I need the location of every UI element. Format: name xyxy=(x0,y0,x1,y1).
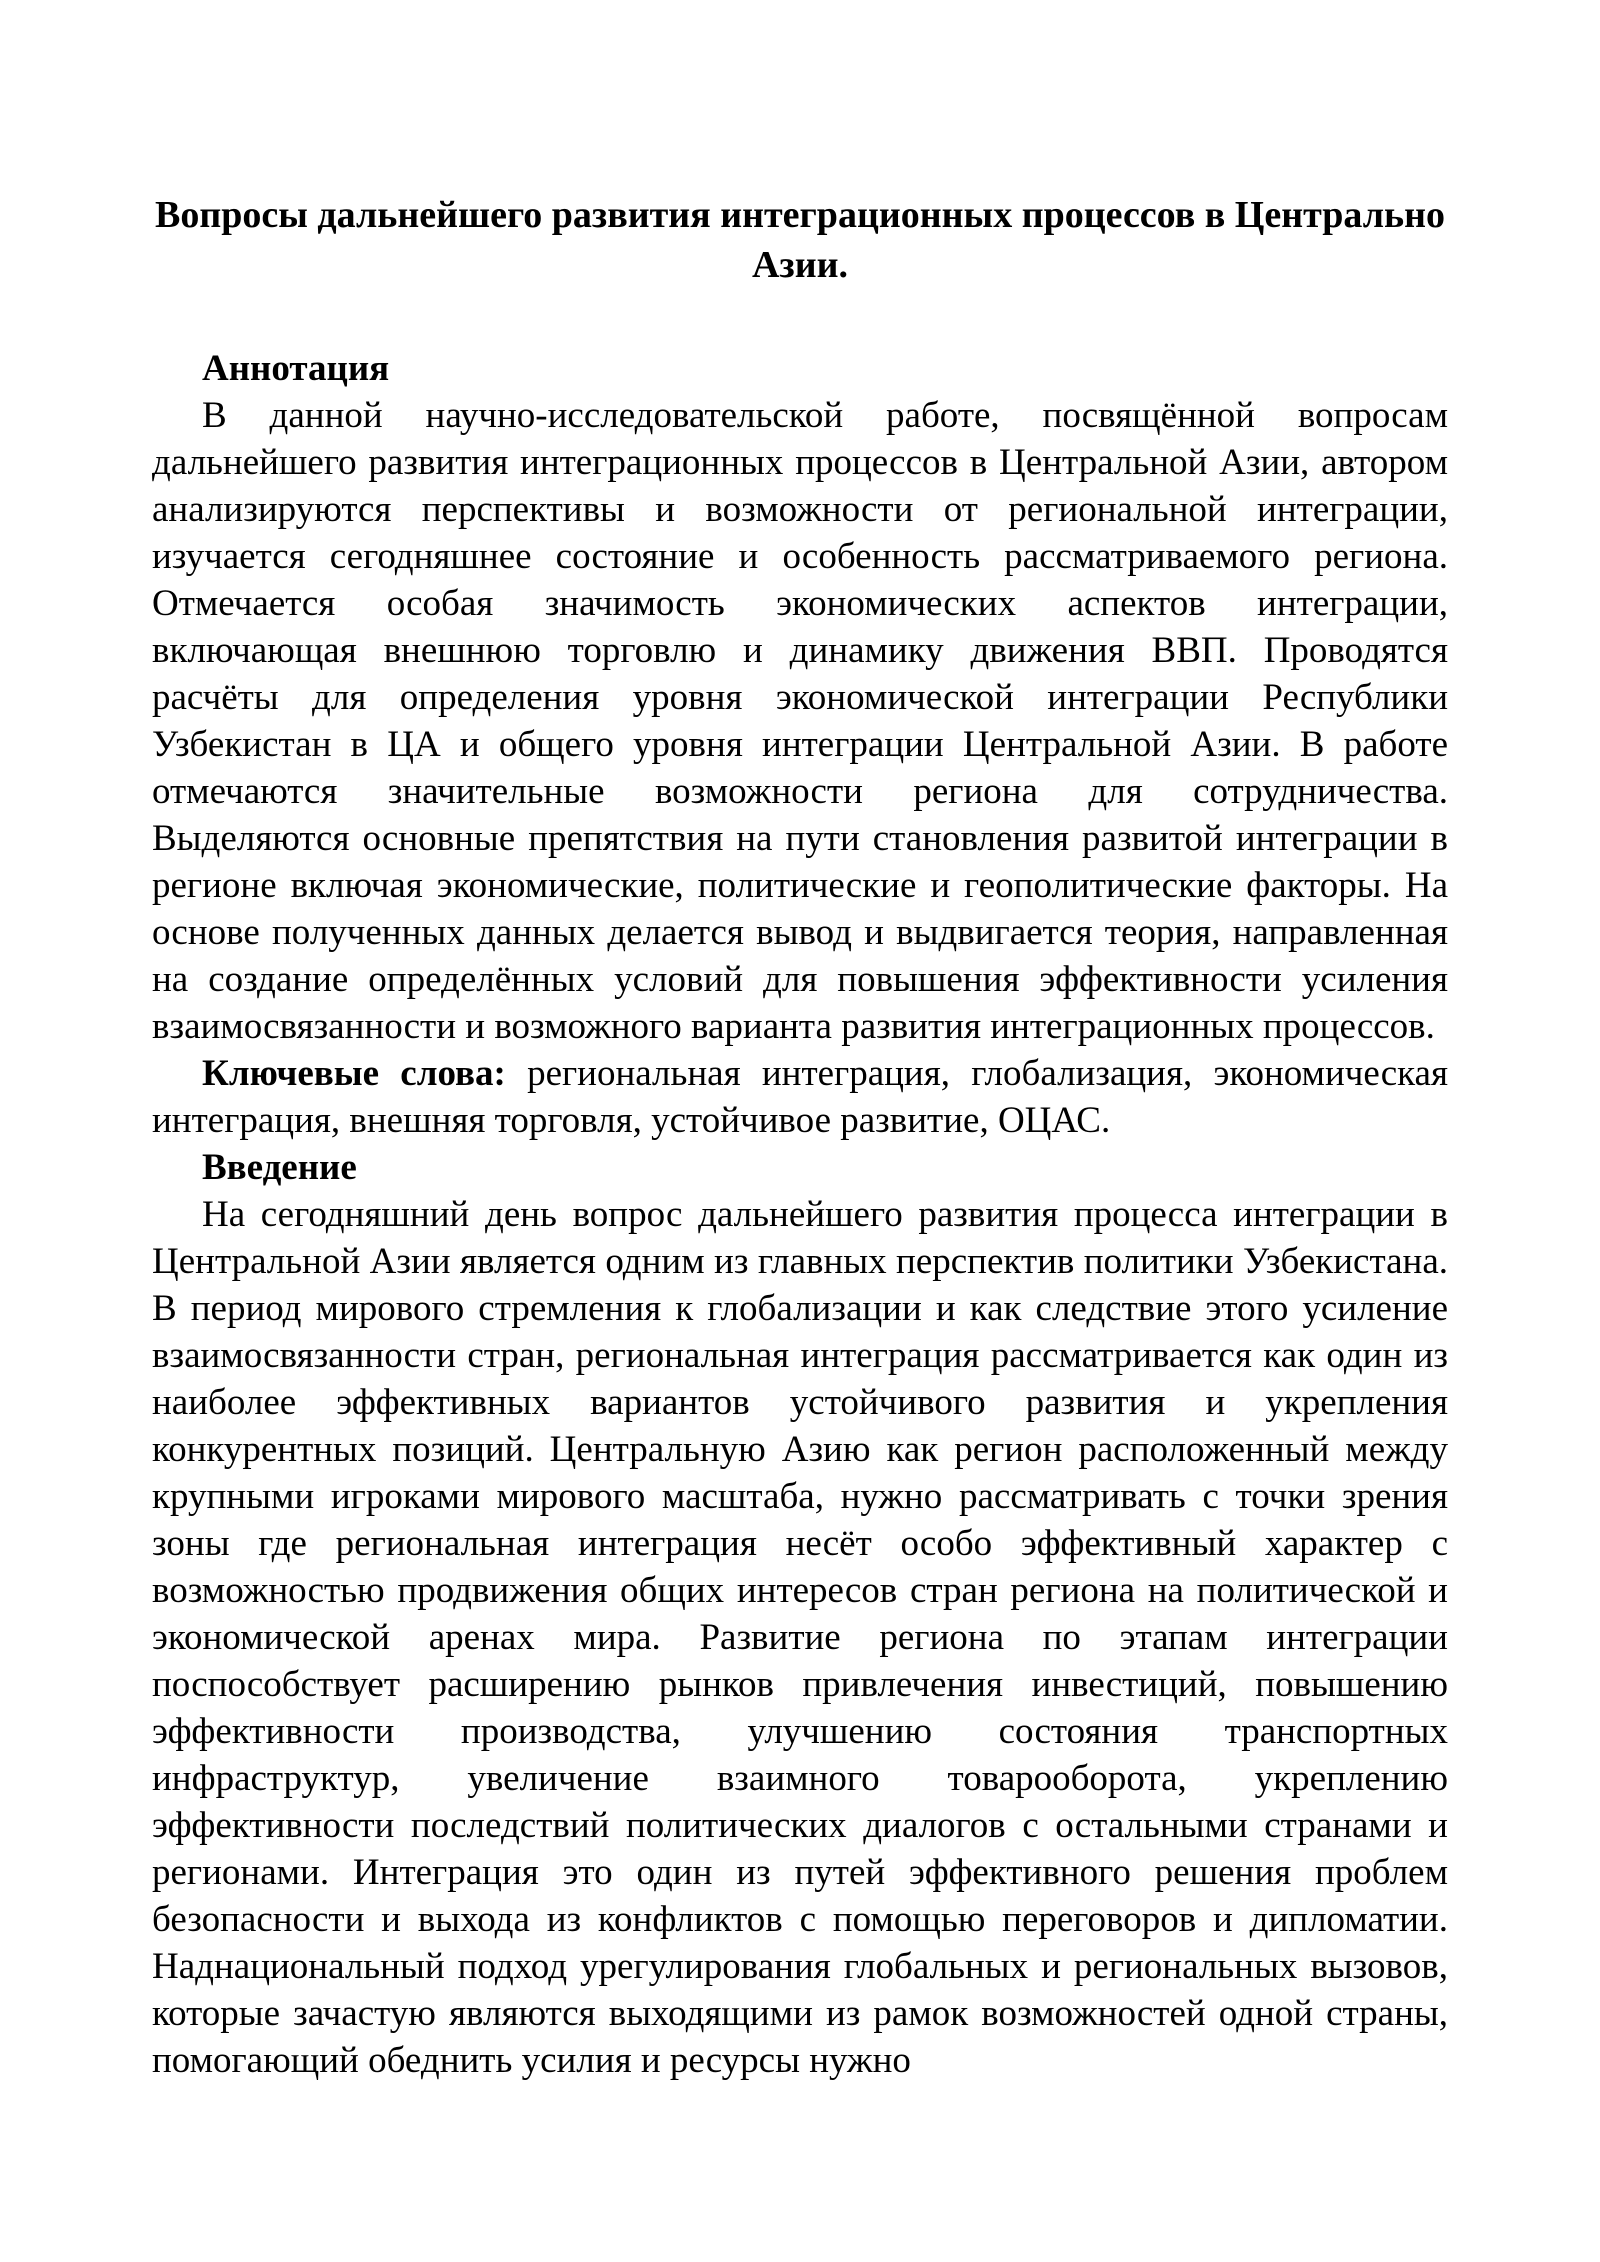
document-title: Вопросы дальнейшего развития интеграционных процессов в Центрально Азии. xyxy=(155,194,1445,286)
keywords-text: региональная интеграция, глобализация, экономическая интеграция, внешняя торговля, устойчивое развитие, ОЦАС. xyxy=(152,1053,1448,1141)
keywords-paragraph xyxy=(152,1050,1448,1144)
introduction-heading: Введение xyxy=(202,1147,357,1188)
annotation-heading: Аннотация xyxy=(202,348,390,389)
keywords-label: Ключевые слова: xyxy=(202,1053,506,1094)
annotation-paragraph: В данной научно-исследовательской работе, посвящённой вопросам дальнейшего развития интеграционных процессов в Центральной Азии, автором анализируются перспективы и возможности от региональной интеграции, изучается сегодняшнее состояние и особенность рассматриваемого региона. Отмечается особая значимость экономических аспектов интеграции, включающая внешнюю торговлю и динамику движения ВВП. Проводятся расчёты для определения уровня экономической интеграции Республики Узбекистан в ЦА и общего уровня интеграции Центральной Азии. В работе отмечаются значительные возможности региона для сотрудничества. Выделяются основные препятствия на пути становления развитой интеграции в регионе включая экономические, политические и геополитические факторы. На основе полученных данных делается вывод и выдвигается теория, направленная на создание определённых условий для повышения эффективности усиления взаимосвязанности и возможного варианта развития интеграционных процессов. xyxy=(152,395,1448,1047)
introduction-paragraph: На сегодняшний день вопрос дальнейшего развития процесса интеграции в Центральной Азии является одним из главных перспектив политики Узбекистана. В период мирового стремления к глобализации и как следствие этого усиление взаимосвязанности стран, региональная интеграция рассматривается как один из наиболее эффективных вариантов устойчивого развития и укрепления конкурентных позиций. Центральную Азию как регион расположенный между крупными игроками мирового масштаба, нужно рассматривать с точки зрения зоны где региональная интеграция несёт особо эффективный характер с возможностью продвижения общих интересов стран региона на политической и экономической аренах мира. Развитие региона по этапам интеграции поспособствует расширению рынков привлечения инвестиций, повышению эффективности производства, улучшению состояния транспортных инфраструктур, увеличение взаимного товарооборота, укреплению эффективности последствий политических диалогов с остальными странами и регионами. Интеграция это один из путей эффективного решения проблем безопасности и выхода из конфликтов с помощью переговоров и дипломатии. Наднациональный подход урегулирования глобальных и региональных вызовов, которые зачастую являются выходящими из рамок возможностей одной страны, помогающий обеднить усилия и ресурсы нужно xyxy=(152,1194,1448,2081)
